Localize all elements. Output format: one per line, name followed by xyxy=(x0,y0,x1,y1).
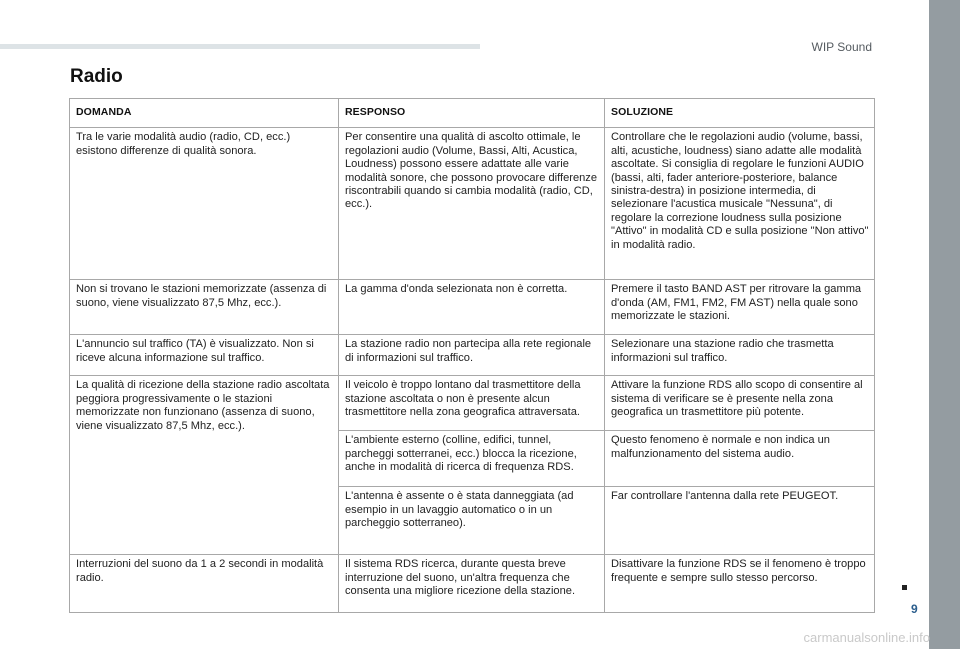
solution-cell: Far controllare l'antenna dalla rete PEUGEOT. xyxy=(605,487,875,555)
answer-cell: Il veicolo è troppo lontano dal trasmettitore della stazione ascoltata o non è presente alcun trasmettitore nella zona geografica attraversata. xyxy=(339,376,605,431)
solution-cell: Attivare la funzione RDS allo scopo di consentire al sistema di verificare se è presente nella zona geografica un trasmettitore più potente. xyxy=(605,376,875,431)
answer-cell: La stazione radio non partecipa alla rete regionale di informazioni sul traffico. xyxy=(339,335,605,376)
solution-cell: Controllare che le regolazioni audio (volume, bassi, alti, acustiche, loudness) siano adatte alle modalità ascoltate. Si consiglia di regolare le funzioni AUDIO (bassi, alti, fader anteriore-posteriore, balance sinistra-destra) in posizione intermedia, di selezionare l'acustica musicale "Nessuna", di regolare la correzione loudness sulla posizione "Attivo" in modalità CD e sulla posizione "Non attivo" in modalità radio. xyxy=(605,128,875,280)
solution-cell: Questo fenomeno è normale e non indica un malfunzionamento del sistema audio. xyxy=(605,431,875,487)
answer-cell: Il sistema RDS ricerca, durante questa breve interruzione del suono, un'altra frequenza che consenta una migliore ricezione della stazione. xyxy=(339,555,605,613)
table-row xyxy=(70,335,875,376)
column-header-answer: RESPONSO xyxy=(339,99,605,128)
section-label: WIP Sound xyxy=(811,40,872,54)
troubleshooting-table xyxy=(69,98,875,613)
side-tab-bar xyxy=(929,0,960,649)
table-row xyxy=(70,280,875,335)
table-row xyxy=(70,128,875,280)
question-cell: L'annuncio sul traffico (TA) è visualizzato. Non si riceve alcuna informazione sul traffico. xyxy=(70,335,339,376)
solution-cell: Selezionare una stazione radio che trasmetta informazioni sul traffico. xyxy=(605,335,875,376)
answer-cell: L'antenna è assente o è stata danneggiata (ad esempio in un lavaggio automatico o in un parcheggio sotterraneo). xyxy=(339,487,605,555)
answer-cell: Per consentire una qualità di ascolto ottimale, le regolazioni audio (Volume, Bassi, Alti, Acustica, Loudness) possono essere adattate alle varie modalità sonore, che possono provocare differenze riscontrabili quando si cambia modalità (radio, CD, ecc.). xyxy=(339,128,605,280)
answer-cell: L'ambiente esterno (colline, edifici, tunnel, parcheggi sotterranei, ecc.) blocca la ricezione, anche in modalità di ricerca di frequenza RDS. xyxy=(339,431,605,487)
question-cell: La qualità di ricezione della stazione radio ascoltata peggiora progressivamente o le stazioni memorizzate non funzionano (assenza di suono, viene visualizzato 87,5 Mhz, ecc.). xyxy=(70,376,339,555)
page-title: Radio xyxy=(70,66,123,87)
column-header-question: DOMANDA xyxy=(70,99,339,128)
column-header-solution: SOLUZIONE xyxy=(605,99,875,128)
page-number: 9 xyxy=(911,602,918,616)
question-cell: Tra le varie modalità audio (radio, CD, ecc.) esistono differenze di qualità sonora. xyxy=(70,128,339,280)
question-cell: Non si trovano le stazioni memorizzate (assenza di suono, viene visualizzato 87,5 Mhz, ecc.). xyxy=(70,280,339,335)
question-cell: Interruzioni del suono da 1 a 2 secondi in modalità radio. xyxy=(70,555,339,613)
table-row xyxy=(70,555,875,613)
table-header-row xyxy=(70,99,875,128)
header-rule xyxy=(0,44,480,49)
solution-cell: Premere il tasto BAND AST per ritrovare la gamma d'onda (AM, FM1, FM2, FM AST) nella quale sono memorizzate le stazioni. xyxy=(605,280,875,335)
answer-cell: La gamma d'onda selezionata non è corretta. xyxy=(339,280,605,335)
page-marker xyxy=(902,585,907,590)
watermark: carmanualsonline.info xyxy=(803,630,930,645)
solution-cell: Disattivare la funzione RDS se il fenomeno è troppo frequente e sempre sullo stesso percorso. xyxy=(605,555,875,613)
table-row xyxy=(70,376,875,431)
